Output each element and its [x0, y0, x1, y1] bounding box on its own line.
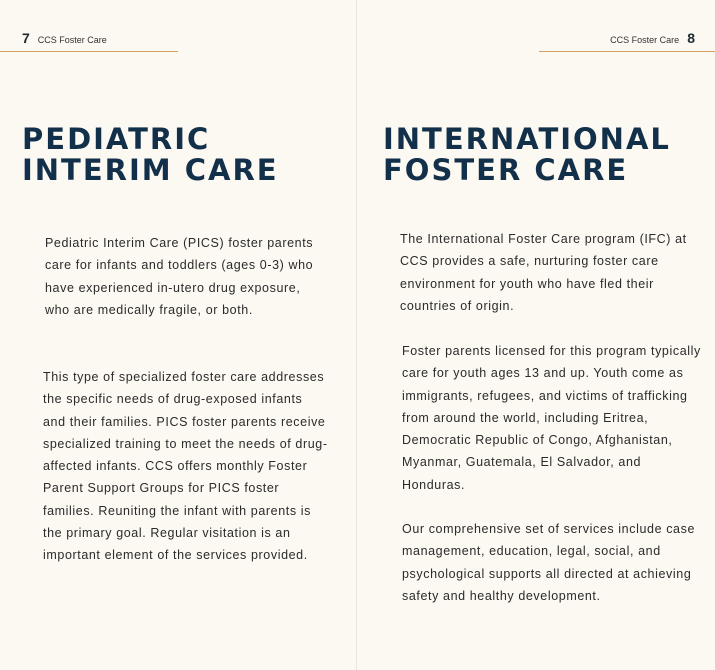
- header-label: CCS Foster Care: [610, 35, 680, 45]
- header-rule: [539, 51, 715, 52]
- right-page: [357, 0, 715, 670]
- title-line-2: INTERIM CARE: [22, 153, 279, 187]
- body-paragraph-2: This type of specialized foster care addresses the specific needs of drug-exposed infants and their families. PICS foster parents receive specialized training to meet the needs of drug-affected infants. CCS offers monthly Foster Parent Support Groups for PICS foster families. Reuniting the infant with parents is the primary goal. Regular visitation is an important element of the services provided.: [43, 370, 328, 563]
- header-rule: [0, 51, 178, 52]
- body-paragraph-1: The International Foster Care program (IFC) at CCS provides a safe, nurturing foster care environment for youth who have fled their countries of origin.: [400, 232, 687, 313]
- page-number: 8: [687, 30, 695, 46]
- body-paragraph-1: Pediatric Interim Care (PICS) foster parents care for infants and toddlers (ages 0-3) who have experienced in-utero drug exposure, who are medically fragile, or both.: [45, 236, 314, 317]
- page-title: [22, 124, 279, 186]
- body-paragraph-3: Our comprehensive set of services include case management, education, legal, social, and psychological supports all directed at achieving safety and healthy development.: [402, 522, 695, 603]
- title-line-1: PEDIATRIC: [22, 122, 211, 156]
- page-title: [383, 124, 671, 186]
- title-line-2: FOSTER CARE: [383, 153, 629, 187]
- header-label: CCS Foster Care: [37, 35, 107, 45]
- left-page: [0, 0, 357, 670]
- left-page-header: [22, 30, 107, 50]
- page-number: 7: [22, 30, 30, 46]
- right-page-header: [610, 30, 695, 50]
- body-paragraph-2: Foster parents licensed for this program typically care for youth ages 13 and up. Youth come as immigrants, refugees, and victims of trafficking from around the world, including Eritrea, Democratic Republic of Congo, Afghanistan, Myanmar, Guatemala, El Salvador, and Honduras.: [402, 344, 701, 492]
- title-line-1: INTERNATIONAL: [383, 122, 671, 156]
